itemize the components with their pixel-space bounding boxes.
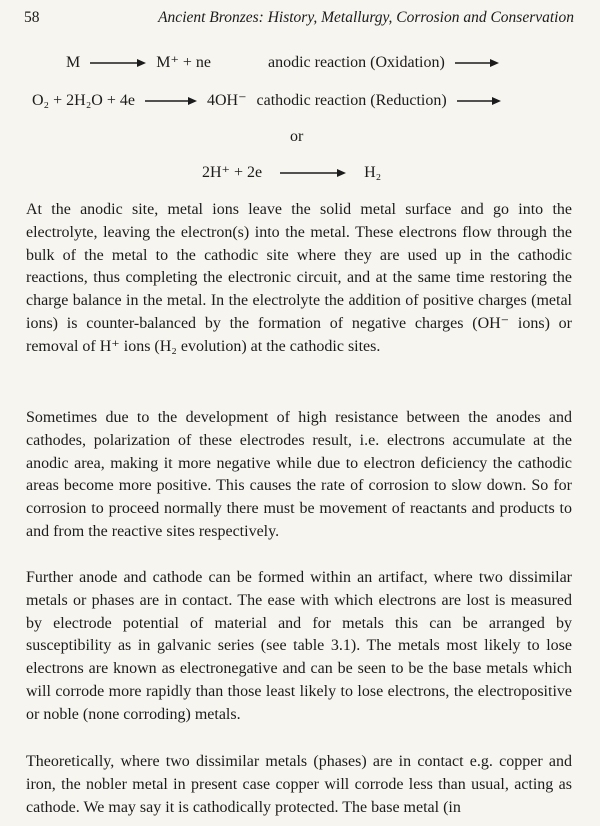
reaction-arrow-icon (145, 95, 197, 107)
running-title: Ancient Bronzes: History, Metallurgy, Corrosion and Conservation (158, 9, 574, 26)
page-number: 58 (24, 9, 40, 26)
reaction-arrow-icon (455, 57, 499, 69)
paragraph-4-block (26, 751, 572, 819)
equation-anodic-label: anodic reaction (Oxidation) (268, 54, 445, 71)
paragraph: Sometimes due to the development of high resistance between the anodes and cathodes, polarization of these electrodes result, i.e. electrons accumulate at the anodic area, making it more negative while due to electron deficiency the cathodic areas become more positive. This causes the rate of corrosion to slow down. So for corrosion to proceed normally there must be movement of reactants and products to and from the reactive sites respectively. (26, 409, 572, 540)
equation-anodic-label-group (268, 53, 505, 73)
equation-anodic (66, 53, 211, 73)
equation-cathodic-lhs: O₂ + 2H₂O + 4e (32, 92, 135, 109)
equation-cathodic-rhs: 4OH⁻ (206, 92, 247, 109)
reaction-arrow-icon (457, 95, 501, 107)
paragraph-2-block (26, 407, 572, 544)
paragraph-3-block (26, 567, 572, 727)
paragraph: Theoretically, where two dissimilar metals (phases) are in contact e.g. copper and iron, the nobler metal in present case copper will corrode less than usual, acting as cathode. We may say it is cathodically protected. The base metal (in (26, 753, 572, 816)
paragraph: Further anode and cathode can be formed within an artifact, where two dissimilar metals or phases are in contact. The ease with which electrons are lost is measured by electrode potential of material and for metals this can be arranged by susceptibility as in galvanic series (see table 3.1). The metals most likely to lose electrons are known as electronegative and can be seen to be the base metals which will corrode more rapidly than those least likely to lose electrons, the electropositive or noble (none corroding) metals. (26, 569, 572, 723)
equation-cathodic-label: cathodic reaction (Reduction) (256, 92, 447, 109)
equation-anodic-rhs: M⁺ + ne (156, 54, 212, 71)
page-header (24, 9, 574, 29)
or-label: or (290, 128, 304, 145)
reaction-arrow-icon (90, 57, 146, 69)
reaction-arrow-icon (280, 167, 346, 179)
equation-anodic-lhs: M (66, 54, 81, 71)
equation-cathodic (32, 91, 507, 111)
equation-hydrogen (202, 163, 381, 183)
equation-hydrogen-lhs: 2H⁺ + 2e (202, 164, 263, 181)
paragraph-1-block (26, 199, 572, 359)
paragraph: At the anodic site, metal ions leave the solid metal surface and go into the electrolyte, leaving the electron(s) into the metal. These electrons flow through the bulk of the metal to the cathodic site where they are used up in the cathodic reactions, thus completing the electronic circuit, and at the same time restoring the charge balance in the metal. In the electrolyte the addition of positive charges (metal ions) is counter-balanced by the formation of negative charges (OH⁻ ions) or removal of H⁺ ions (H₂ evolution) at the cathodic sites. (26, 201, 572, 355)
equation-hydrogen-rhs: H₂ (364, 164, 382, 181)
